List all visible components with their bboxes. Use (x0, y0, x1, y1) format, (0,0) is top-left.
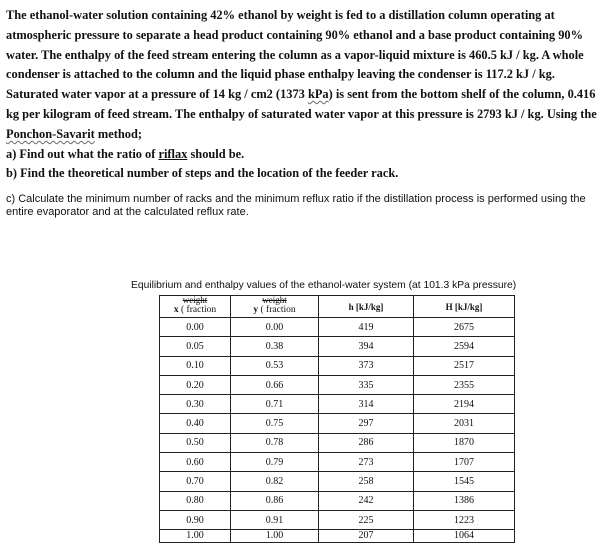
question-c: c) Calculate the minimum number of racks and the minimum reflux ratio if the distillation process is performed using the entire evaporator and at the calculated reflux rate. (6, 193, 586, 218)
cell-h: 297 (319, 414, 414, 433)
problem-paragraph (6, 6, 604, 145)
table-row (160, 472, 515, 491)
method-name: Ponchon-Savarit (6, 126, 95, 141)
header-h-liquid: h [kJ/kg] (319, 296, 414, 318)
cell-x: 0.50 (160, 433, 231, 452)
question-b: b) Find the theoretical number of steps and the location of the feeder rack. (6, 166, 399, 181)
cell-H: 2517 (414, 356, 515, 375)
riflax-word: riflax (158, 146, 188, 161)
problem-statement (6, 6, 604, 184)
cell-h: 242 (319, 491, 414, 510)
question-a-prefix: a) Find out what the ratio of (6, 146, 159, 161)
cell-y: 0.91 (231, 510, 319, 529)
problem-text-part-1: The ethanol-water solution containing 42% ethanol by weight is fed to a distillation column operating at atmospheric pressure to separate a head product containing 90% ethanol and a base product containing 90% water. The enthalpy of the feed stream entering the column as a vapor-liquid mixture is 460.5 kJ / kg. A whole condenser is attached to the column and the liquid phase enthalpy leaving the condenser is 117.2 kJ / kg. Saturated water vapor at a pressure of 14 kg / cm2 (1373 (6, 8, 584, 102)
cell-H: 1870 (414, 433, 515, 452)
cell-x: 0.05 (160, 337, 231, 356)
cell-y: 0.66 (231, 375, 319, 394)
table-row (160, 356, 515, 375)
table-row (160, 510, 515, 529)
header-y (231, 296, 319, 318)
cell-H: 1064 (414, 530, 515, 543)
cell-H: 1545 (414, 472, 515, 491)
header-y-top: weight (262, 295, 287, 305)
cell-h: 394 (319, 337, 414, 356)
cell-x: 0.30 (160, 395, 231, 414)
cell-H: 2594 (414, 337, 515, 356)
cell-h: 273 (319, 453, 414, 472)
cell-x: 0.10 (160, 356, 231, 375)
table-body (160, 318, 515, 543)
question-a-suffix: should be. (187, 146, 245, 161)
table-row (160, 375, 515, 394)
table-row (160, 433, 515, 452)
cell-H: 2031 (414, 414, 515, 433)
cell-y: 0.75 (231, 414, 319, 433)
table-row (160, 318, 515, 337)
cell-y: 0.00 (231, 318, 319, 337)
header-h-vapor: H [kJ/kg] (414, 296, 515, 318)
problem-text-part-2: ) is sent from the bottom shelf of the column, 0.416 kg per kilogram of feed stream. The enthalpy of saturated water vapor at this pressure is 2793 kJ / kg. Using the (6, 87, 597, 121)
cell-H: 2675 (414, 318, 515, 337)
header-x (160, 296, 231, 318)
cell-y: 0.78 (231, 433, 319, 452)
cell-H: 2194 (414, 395, 515, 414)
cell-y: 0.71 (231, 395, 319, 414)
cell-x: 0.20 (160, 375, 231, 394)
cell-H: 2355 (414, 375, 515, 394)
cell-h: 258 (319, 472, 414, 491)
cell-h: 207 (319, 530, 414, 543)
cell-y: 0.38 (231, 337, 319, 356)
cell-x: 0.90 (160, 510, 231, 529)
cell-x: 1.00 (160, 530, 231, 543)
cell-h: 225 (319, 510, 414, 529)
cell-x: 0.40 (160, 414, 231, 433)
cell-y: 0.86 (231, 491, 319, 510)
header-x-var: x (173, 305, 179, 315)
cell-y: 0.82 (231, 472, 319, 491)
cell-h: 335 (319, 375, 414, 394)
cell-y: 1.00 (231, 530, 319, 543)
equilibrium-table (159, 295, 515, 543)
table-row (160, 491, 515, 510)
cell-h: 373 (319, 356, 414, 375)
cell-y: 0.79 (231, 453, 319, 472)
cell-y: 0.53 (231, 356, 319, 375)
cell-x: 0.70 (160, 472, 231, 491)
header-x-top: weight (182, 295, 208, 305)
kpa-unit: kPa (307, 87, 329, 102)
cell-H: 1386 (414, 491, 515, 510)
cell-H: 1223 (414, 510, 515, 529)
header-x-bottom: ( fraction (181, 305, 217, 315)
table-header-row (160, 296, 515, 318)
cell-x: 0.60 (160, 453, 231, 472)
table-row (160, 414, 515, 433)
cell-h: 419 (319, 318, 414, 337)
cell-h: 314 (319, 395, 414, 414)
method-suffix: method; (94, 126, 142, 141)
table-row (160, 453, 515, 472)
header-y-var: y (253, 305, 259, 315)
cell-x: 0.00 (160, 318, 231, 337)
table-caption: Equilibrium and enthalpy values of the ethanol-water system (at 101.3 kPa pressure) (131, 280, 517, 291)
cell-h: 286 (319, 433, 414, 452)
header-y-bottom: ( fraction (260, 305, 296, 315)
table-row (160, 395, 515, 414)
table-row (160, 530, 515, 543)
table-row (160, 337, 515, 356)
question-a (6, 145, 604, 165)
cell-x: 0.80 (160, 491, 231, 510)
cell-H: 1707 (414, 453, 515, 472)
